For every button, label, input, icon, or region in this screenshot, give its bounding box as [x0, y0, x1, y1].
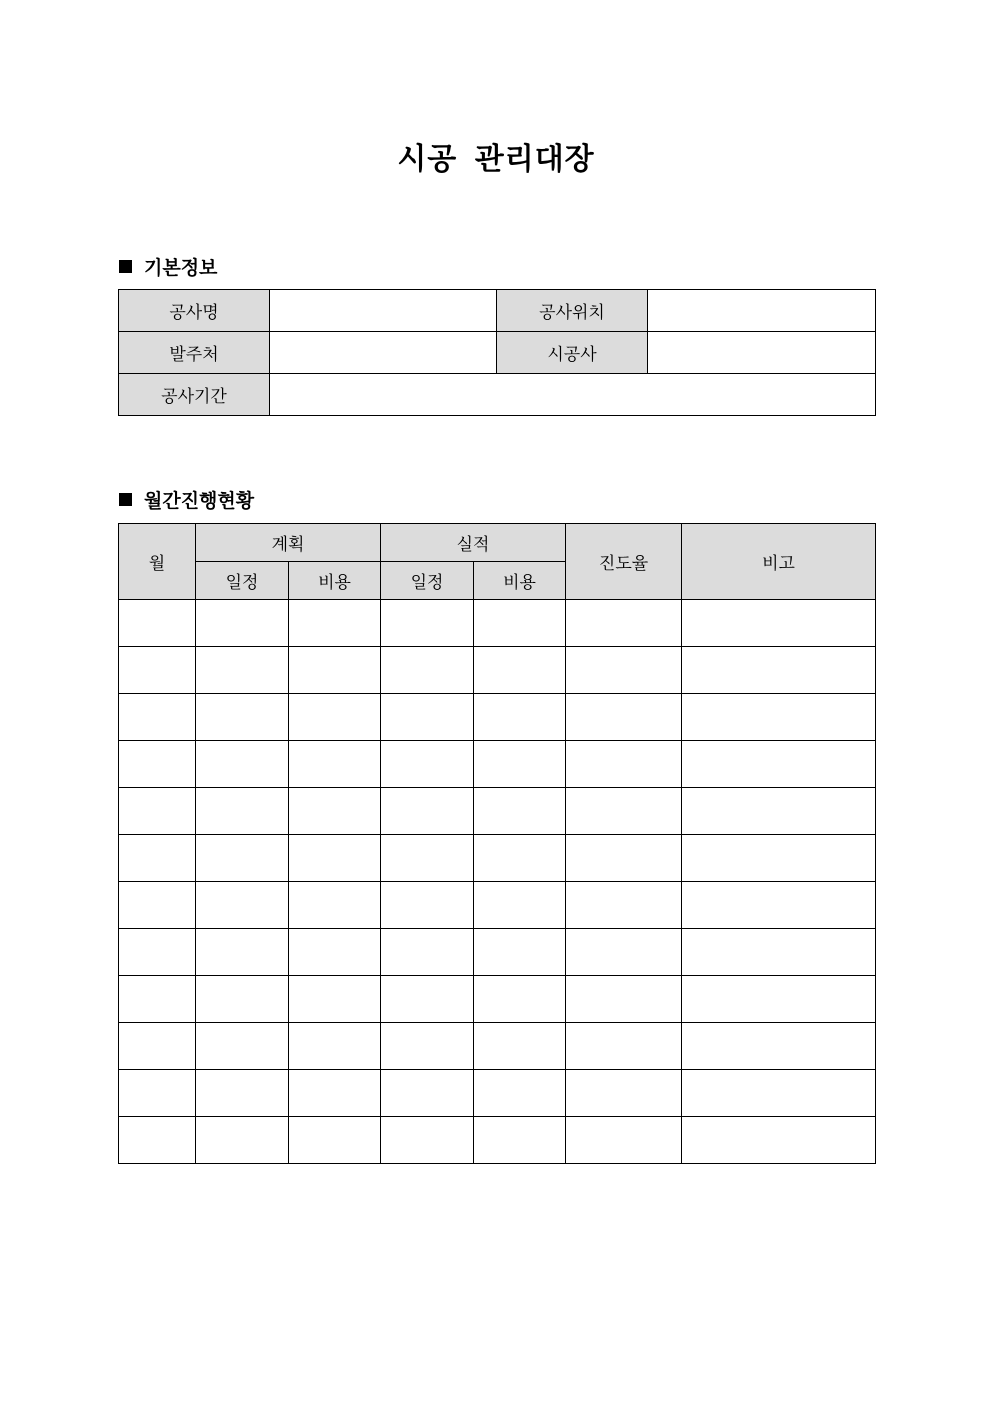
table-row — [119, 835, 876, 882]
plan-cost-cell[interactable] — [289, 741, 381, 788]
month-cell[interactable] — [119, 976, 196, 1023]
actual-schedule-cell[interactable] — [381, 741, 474, 788]
month-cell[interactable] — [119, 788, 196, 835]
remarks-cell[interactable] — [682, 929, 876, 976]
plan-header: 계획 — [196, 524, 381, 562]
plan-cost-cell[interactable] — [289, 976, 381, 1023]
remarks-cell[interactable] — [682, 694, 876, 741]
month-header: 월 — [119, 524, 196, 600]
actual-cost-cell[interactable] — [474, 788, 566, 835]
plan-schedule-cell[interactable] — [196, 600, 289, 647]
actual-cost-cell[interactable] — [474, 600, 566, 647]
table-row — [119, 1023, 876, 1070]
progress-rate-cell[interactable] — [566, 1023, 682, 1070]
actual-schedule-cell[interactable] — [381, 1117, 474, 1164]
construction-period-field[interactable] — [270, 374, 876, 416]
monthly-progress-section-title: 월간진행현황 — [144, 490, 255, 512]
basic-info-row — [119, 374, 876, 416]
actual-schedule-cell[interactable] — [381, 600, 474, 647]
remarks-cell[interactable] — [682, 647, 876, 694]
actual-header: 실적 — [381, 524, 566, 562]
client-field[interactable] — [270, 332, 497, 374]
plan-cost-cell[interactable] — [289, 835, 381, 882]
contractor-label: 시공사 — [497, 332, 648, 374]
actual-schedule-cell[interactable] — [381, 882, 474, 929]
remarks-header: 비고 — [682, 524, 876, 600]
basic-info-section-title: 기본정보 — [144, 257, 218, 279]
actual-schedule-header: 일정 — [381, 562, 474, 600]
progress-rate-cell[interactable] — [566, 929, 682, 976]
monthly-progress-body — [119, 600, 876, 1164]
basic-info-row — [119, 332, 876, 374]
plan-schedule-cell[interactable] — [196, 788, 289, 835]
plan-cost-cell[interactable] — [289, 694, 381, 741]
remarks-cell[interactable] — [682, 835, 876, 882]
month-cell[interactable] — [119, 1117, 196, 1164]
monthly-progress-section-heading — [119, 486, 254, 513]
square-bullet-icon — [119, 493, 132, 506]
plan-schedule-cell[interactable] — [196, 835, 289, 882]
table-row — [119, 694, 876, 741]
project-name-label: 공사명 — [119, 290, 270, 332]
actual-cost-header: 비용 — [474, 562, 566, 600]
plan-cost-cell[interactable] — [289, 1070, 381, 1117]
actual-cost-cell[interactable] — [474, 1070, 566, 1117]
actual-cost-cell[interactable] — [474, 929, 566, 976]
client-label: 발주처 — [119, 332, 270, 374]
plan-schedule-cell[interactable] — [196, 1117, 289, 1164]
progress-rate-cell[interactable] — [566, 882, 682, 929]
plan-schedule-cell[interactable] — [196, 929, 289, 976]
remarks-cell[interactable] — [682, 976, 876, 1023]
remarks-cell[interactable] — [682, 882, 876, 929]
table-row — [119, 1070, 876, 1117]
month-cell[interactable] — [119, 647, 196, 694]
actual-schedule-cell[interactable] — [381, 1070, 474, 1117]
actual-cost-cell[interactable] — [474, 741, 566, 788]
project-name-field[interactable] — [270, 290, 497, 332]
table-row — [119, 929, 876, 976]
basic-info-row — [119, 290, 876, 332]
progress-rate-cell[interactable] — [566, 1070, 682, 1117]
month-cell[interactable] — [119, 694, 196, 741]
remarks-cell[interactable] — [682, 741, 876, 788]
month-cell[interactable] — [119, 1023, 196, 1070]
table-row — [119, 976, 876, 1023]
actual-schedule-cell[interactable] — [381, 788, 474, 835]
plan-schedule-cell[interactable] — [196, 976, 289, 1023]
plan-cost-cell[interactable] — [289, 1117, 381, 1164]
plan-schedule-cell[interactable] — [196, 694, 289, 741]
basic-info-table — [118, 289, 876, 416]
progress-rate-cell[interactable] — [566, 600, 682, 647]
month-cell[interactable] — [119, 600, 196, 647]
plan-cost-cell[interactable] — [289, 788, 381, 835]
project-location-label: 공사위치 — [497, 290, 648, 332]
plan-schedule-header: 일정 — [196, 562, 289, 600]
plan-cost-cell[interactable] — [289, 1023, 381, 1070]
plan-schedule-cell[interactable] — [196, 882, 289, 929]
table-row — [119, 600, 876, 647]
plan-schedule-cell[interactable] — [196, 1070, 289, 1117]
progress-rate-cell[interactable] — [566, 694, 682, 741]
construction-period-label: 공사기간 — [119, 374, 270, 416]
actual-schedule-cell[interactable] — [381, 976, 474, 1023]
plan-schedule-cell[interactable] — [196, 1023, 289, 1070]
actual-cost-cell[interactable] — [474, 1023, 566, 1070]
actual-schedule-cell[interactable] — [381, 647, 474, 694]
remarks-cell[interactable] — [682, 1117, 876, 1164]
table-row — [119, 882, 876, 929]
table-row — [119, 788, 876, 835]
month-cell[interactable] — [119, 741, 196, 788]
remarks-cell[interactable] — [682, 600, 876, 647]
actual-cost-cell[interactable] — [474, 694, 566, 741]
actual-cost-cell[interactable] — [474, 1117, 566, 1164]
progress-rate-cell[interactable] — [566, 741, 682, 788]
table-row — [119, 1117, 876, 1164]
project-location-field[interactable] — [648, 290, 876, 332]
progress-rate-cell[interactable] — [566, 976, 682, 1023]
month-cell[interactable] — [119, 929, 196, 976]
document-title: 시공 관리대장 — [397, 142, 595, 177]
plan-cost-cell[interactable] — [289, 600, 381, 647]
progress-rate-cell[interactable] — [566, 788, 682, 835]
actual-schedule-cell[interactable] — [381, 929, 474, 976]
progress-rate-cell[interactable] — [566, 647, 682, 694]
basic-info-section-heading — [119, 253, 217, 280]
plan-cost-cell[interactable] — [289, 882, 381, 929]
remarks-cell[interactable] — [682, 1070, 876, 1117]
month-cell[interactable] — [119, 882, 196, 929]
progress-rate-cell[interactable] — [566, 835, 682, 882]
actual-cost-cell[interactable] — [474, 647, 566, 694]
progress-rate-header: 진도율 — [566, 524, 682, 600]
header-row — [119, 524, 876, 562]
plan-cost-cell[interactable] — [289, 647, 381, 694]
remarks-cell[interactable] — [682, 1023, 876, 1070]
monthly-progress-table — [118, 523, 876, 1164]
month-cell[interactable] — [119, 835, 196, 882]
actual-cost-cell[interactable] — [474, 976, 566, 1023]
remarks-cell[interactable] — [682, 788, 876, 835]
actual-cost-cell[interactable] — [474, 835, 566, 882]
plan-schedule-cell[interactable] — [196, 647, 289, 694]
table-row — [119, 741, 876, 788]
plan-schedule-cell[interactable] — [196, 741, 289, 788]
table-row — [119, 647, 876, 694]
progress-rate-cell[interactable] — [566, 1117, 682, 1164]
month-cell[interactable] — [119, 1070, 196, 1117]
actual-schedule-cell[interactable] — [381, 1023, 474, 1070]
square-bullet-icon — [119, 260, 132, 273]
plan-cost-cell[interactable] — [289, 929, 381, 976]
actual-cost-cell[interactable] — [474, 882, 566, 929]
plan-cost-header: 비용 — [289, 562, 381, 600]
contractor-field[interactable] — [648, 332, 876, 374]
actual-schedule-cell[interactable] — [381, 835, 474, 882]
actual-schedule-cell[interactable] — [381, 694, 474, 741]
